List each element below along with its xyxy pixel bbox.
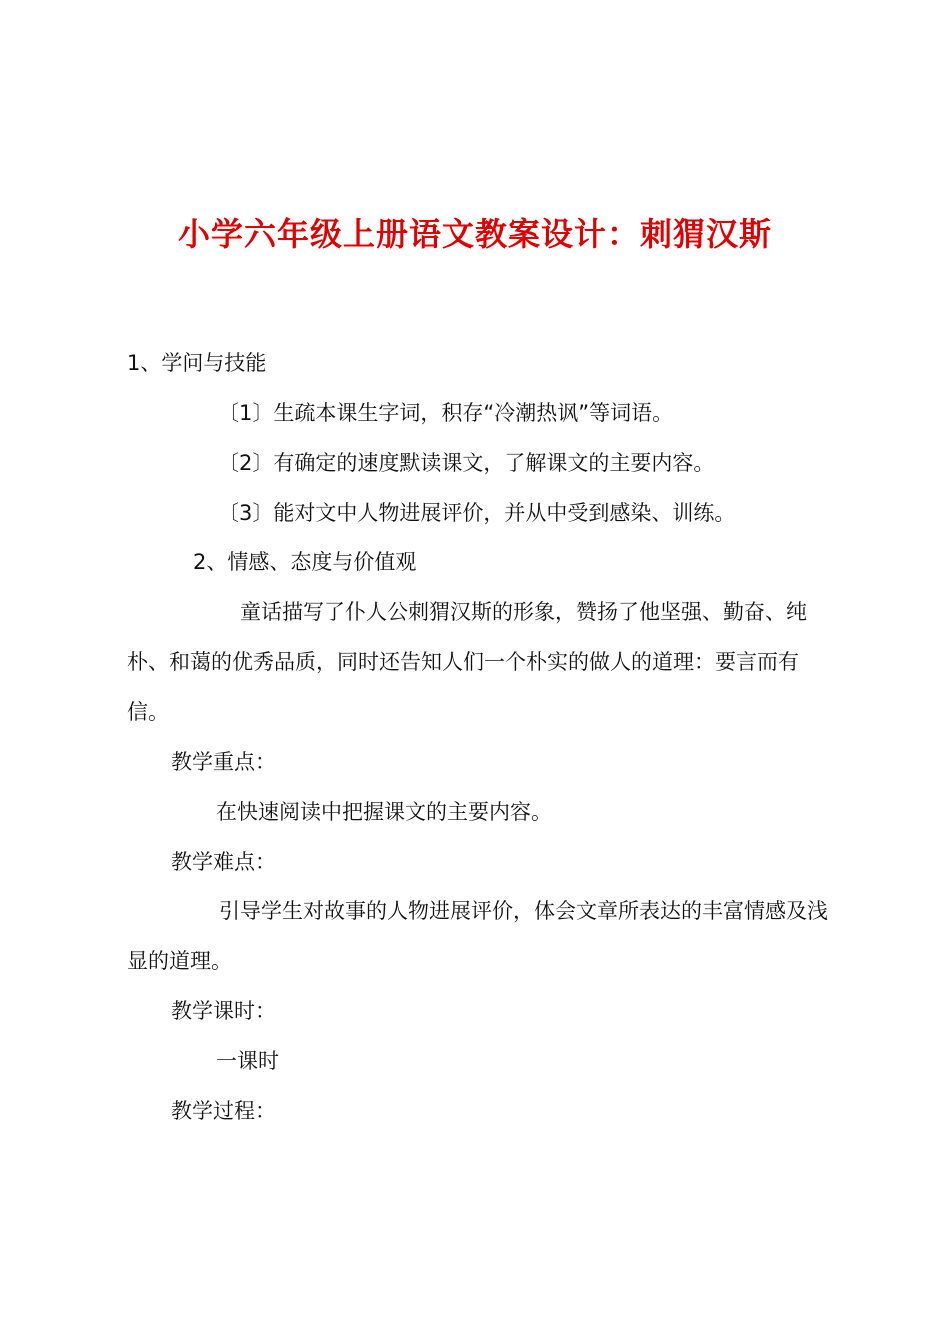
key-point-text: 在快速阅读中把握课文的主要内容。	[216, 800, 552, 824]
difficulty-paragraph: 引导学生对故事的人物进展评价，体会文章所表达的丰富情感及浅显的道理。	[127, 899, 828, 973]
document-title: 小学六年级上册语文教案设计：刺猬汉斯	[177, 215, 772, 253]
section1-item-1: 〔1〕生疏本课生字词，积存“冷潮热讽”等词语。	[218, 401, 674, 425]
section1-item-3: 〔3〕能对文中人物进展评价，并从中受到感染、训练。	[218, 501, 736, 525]
hours-label: 教学课时：	[171, 999, 276, 1023]
key-point-label: 教学重点：	[171, 750, 276, 774]
process-label: 教学过程：	[171, 1099, 276, 1123]
difficulty-label: 教学难点：	[171, 850, 276, 874]
section1-item-2: 〔2〕有确定的速度默读课文，了解课文的主要内容。	[218, 451, 715, 475]
section2-paragraph: 童话描写了仆人公刺猬汉斯的形象，赞扬了他坚强、勤奋、纯朴、和蔼的优秀品质，同时还告知人们一个朴实的做人的道理：要言而有信。	[127, 600, 807, 724]
section2-heading: 2、情感、态度与价值观	[193, 550, 417, 574]
section1-heading: 1、学问与技能	[127, 351, 267, 375]
hours-text: 一课时	[216, 1049, 279, 1073]
